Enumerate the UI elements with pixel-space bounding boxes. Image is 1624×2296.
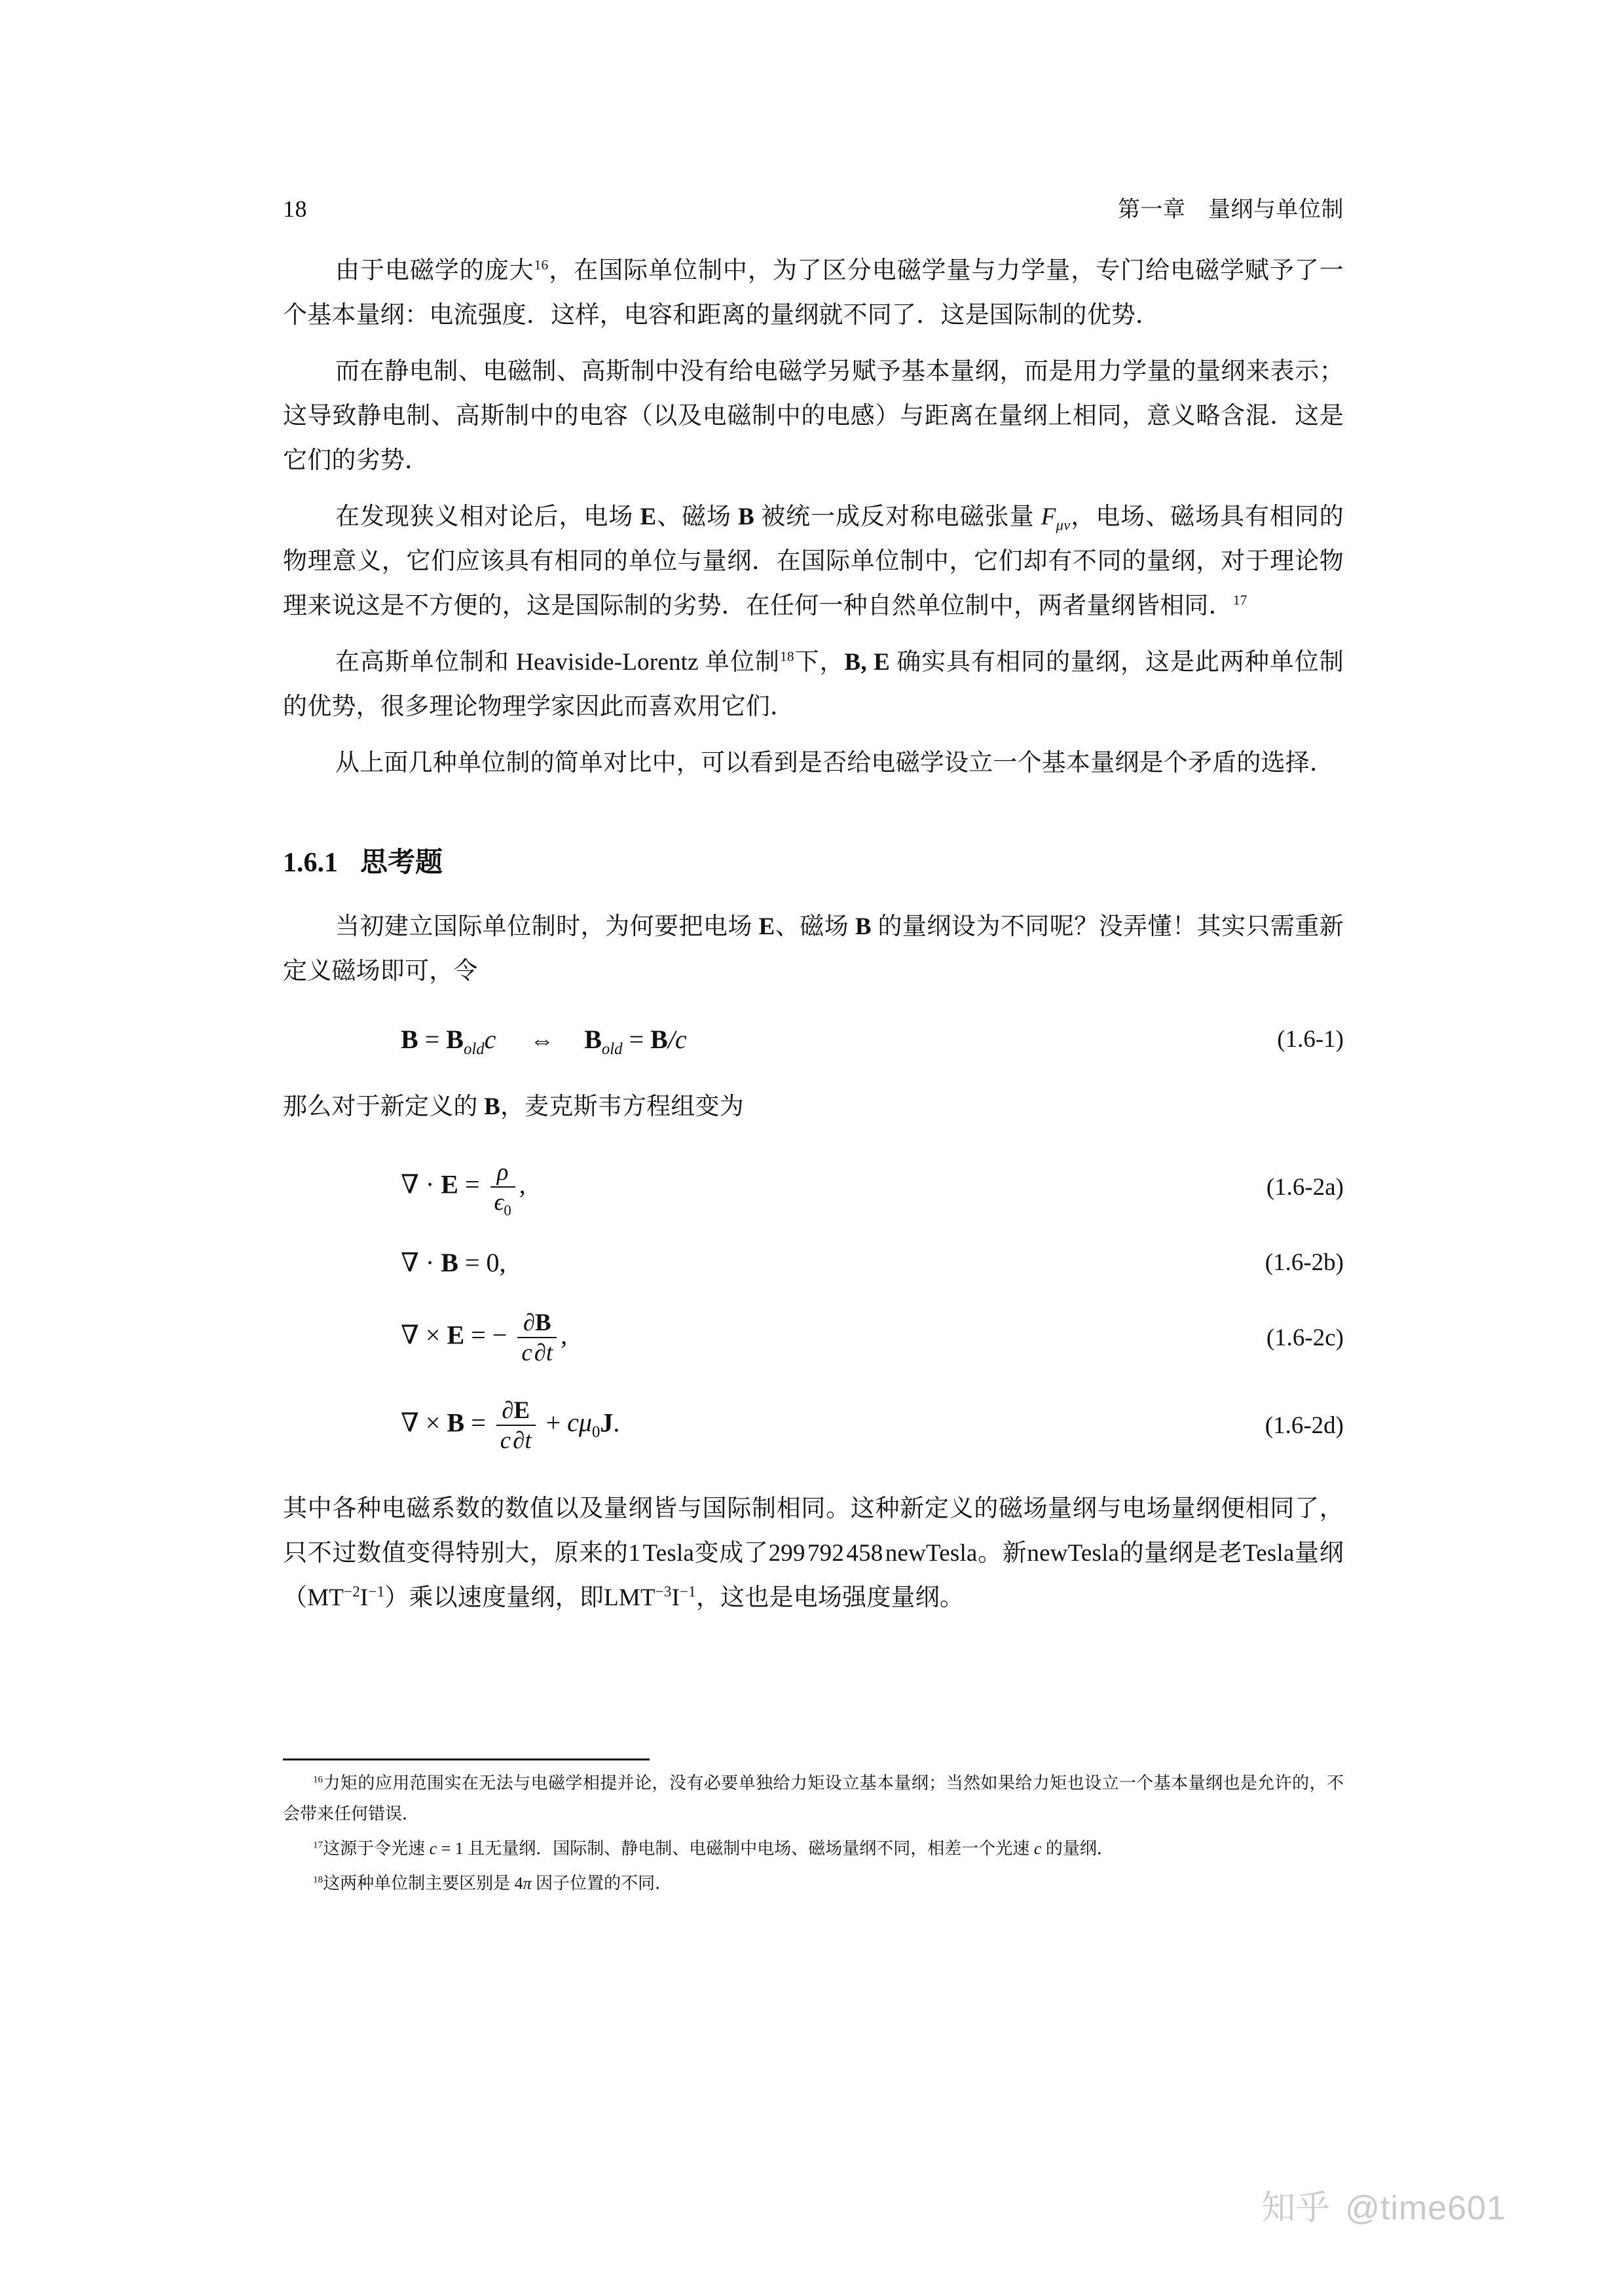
running-head — [283, 191, 1344, 230]
paragraph-4: 在高斯单位制和 Heaviside-Lorentz 单位制$^{18}$下，B, E 确实具有相同的量纲，这是此两种单位制的优势，很多理论物理学家因此而喜欢用它们． — [283, 648, 1344, 720]
equation-tag-1-6-2a: (1.6-2a) — [1266, 1173, 1344, 1201]
text-column — [283, 249, 1344, 1620]
symbol-B-2: B — [855, 913, 872, 940]
paragraph-2: 而在静电制、电磁制、高斯制中没有给电磁学另赋予基本量纲，而是用力学量的量纲来表示；这导致静电制、高斯制中的电容（以及电磁制中的电感）与距离在量纲上相同，意义略含混．这是它们的劣势． — [283, 358, 1344, 474]
footnote-ref-18[interactable]: 18 — [779, 648, 794, 665]
symbol-E-2: E — [758, 913, 775, 940]
dimension-new-tesla: $LMT^{-3}I^{-1}$ — [604, 1583, 696, 1611]
paragraph-after-section: 当初建立国际单位制时，为何要把电场 E、磁场 B 的量纲设为不同呢？没弄懂！其实只需重新定义磁场即可，令 — [283, 913, 1344, 985]
equation-1-6-1 — [283, 1024, 1344, 1058]
unit-system-name: Heaviside-Lorentz — [516, 649, 699, 676]
symbol-B-E: B, E — [844, 649, 890, 676]
symbol-B: B — [738, 503, 754, 530]
paragraph-1: 由于电磁学的庞大$^{16}$，在国际单位制中，为了区分电磁学量与力学量，专门给电磁学赋予了一个基本量纲：电流强度．这样，电容和距离的量纲就不同了．这是国际制的优势． — [283, 257, 1344, 329]
value-newtesla: 299 792 458 newTesla — [768, 1540, 978, 1567]
watermark-site: 知乎 — [1261, 2189, 1331, 2227]
footnote-ref-16[interactable]: 16 — [534, 257, 549, 273]
equation-block-1 — [283, 1024, 1344, 1058]
zhihu-watermark — [1261, 2180, 1506, 2229]
paragraph-5: 从上面几种单位制的简单对比中，可以看到是否给电磁学设立一个基本量纲是个矛盾的选择． — [335, 750, 1335, 776]
section-heading — [283, 841, 1344, 880]
fraction-dE-cdt: $\frac{\partial E}{c \partial t}$ — [496, 1398, 536, 1453]
footnote-marker-17: 17 — [313, 1840, 323, 1851]
chapter-title — [1118, 191, 1344, 223]
footnote-17: $^{17}$这源于令光速 c = 1 且无量纲．国际制、静电制、电磁制中电场、磁场量纲不同，相差一个光速 c 的量纲． — [313, 1839, 1114, 1858]
equation-1-6-2a — [283, 1152, 1344, 1222]
footnote-16 — [283, 1768, 1344, 1829]
footnote-16-text: 力矩的应用范围实在无法与电磁学相提并论，没有必要单独给力矩设立基本量纲；当然如果给力矩也设立一个基本量纲也是允许的，不会带来任何错误． — [283, 1774, 1344, 1823]
equation-tag-1-6-2b: (1.6-2b) — [1264, 1248, 1344, 1276]
section-title: 思考题 — [360, 847, 443, 877]
equation-1-6-2b — [283, 1239, 1344, 1285]
footnote-ref-17[interactable]: 17 — [1232, 592, 1247, 608]
equation-block-maxwell — [283, 1152, 1344, 1461]
fraction-dB-cdt: $\frac{\partial B}{c \partial t}$ — [517, 1310, 557, 1365]
symbol-B-3: B — [484, 1093, 500, 1120]
footnote-marker-16: 16 — [313, 1774, 323, 1785]
footnote-18: $^{18}$这两种单位制主要区别是 4π 因子位置的不同． — [313, 1874, 673, 1893]
equation-tag-1-6-2d: (1.6-2d) — [1264, 1412, 1344, 1439]
footnote-separator — [283, 1758, 650, 1760]
dimension-old-tesla: $MT^{-2}I^{-1}$ — [307, 1583, 385, 1611]
footnotes — [283, 1768, 1344, 1899]
paragraph-between-equations: 那么对于新定义的 B，麦克斯韦方程组变为 — [283, 1093, 744, 1120]
equation-tag-1-6-1: (1.6-1) — [1277, 1026, 1344, 1053]
equation-1-6-2d — [283, 1390, 1344, 1461]
equation-1-6-2c-expression: ∇ × E = − $\frac{\partial B}{c \partial t}$ , — [401, 1308, 568, 1366]
value-one-tesla: 1 Tesla — [628, 1540, 695, 1567]
footnote-marker-18: 18 — [313, 1874, 323, 1886]
symbol-F-mu-nu: $F_{\mu\nu}$ — [1041, 503, 1071, 534]
section-number: 1.6.1 — [283, 848, 338, 878]
chapter-title-text: 第一章 量纲与单位制 — [1118, 198, 1344, 222]
symbol-E: E — [640, 503, 657, 530]
equation-1-6-1-expression: $B = B_{old}c$ ⇔ $B_{old} = B/c$ — [401, 1025, 687, 1058]
equation-1-6-2a-expression: ∇ · E = $\frac{\rho}{\epsilon_0}$ , — [401, 1157, 526, 1218]
equation-1-6-2c — [283, 1302, 1344, 1373]
fraction-rho-epsilon0: $\frac{\rho}{\epsilon_0}$ — [490, 1159, 515, 1214]
equation-1-6-2d-expression: ∇ × B = $\frac{\partial E}{c \partial t}$ + $c\mu_0J$. — [401, 1396, 620, 1453]
paragraph-3: 在发现狭义相对论后，电场 E、磁场 B 被统一成反对称电磁张量 $F_{\mu\nu}$，电场、磁场具有相同的物理意义，它们应该具有相同的单位与量纲．在国际单位制中，它们却有不同的量纲，对于理论物理来说这是不方便的，这是国际制的劣势．在任何一种自然单位制中，两者量纲皆相同．$^{17}$ — [283, 503, 1344, 619]
equation-tag-1-6-2c: (1.6-2c) — [1266, 1324, 1344, 1351]
page-number: 18 — [283, 196, 307, 222]
watermark-handle: @time601 — [1345, 2189, 1506, 2227]
equation-1-6-2b-expression: ∇ · B = 0, — [401, 1247, 506, 1277]
closing-paragraph: 其中各种电磁系数的数值以及量纲皆与国际制相同。这种新定义的磁场量纲与电场量纲便相同了，只不过数值变得特别大，原来的1 Tesla变成了299 792 458 newTesla。新newTesla的量纲是老Tesla量纲$(MT^{-2}I^{-1})$乘以速度量纲，即$LMT^{-3}I^{-1}$，这也是电场强度量纲。 — [283, 1495, 1344, 1611]
